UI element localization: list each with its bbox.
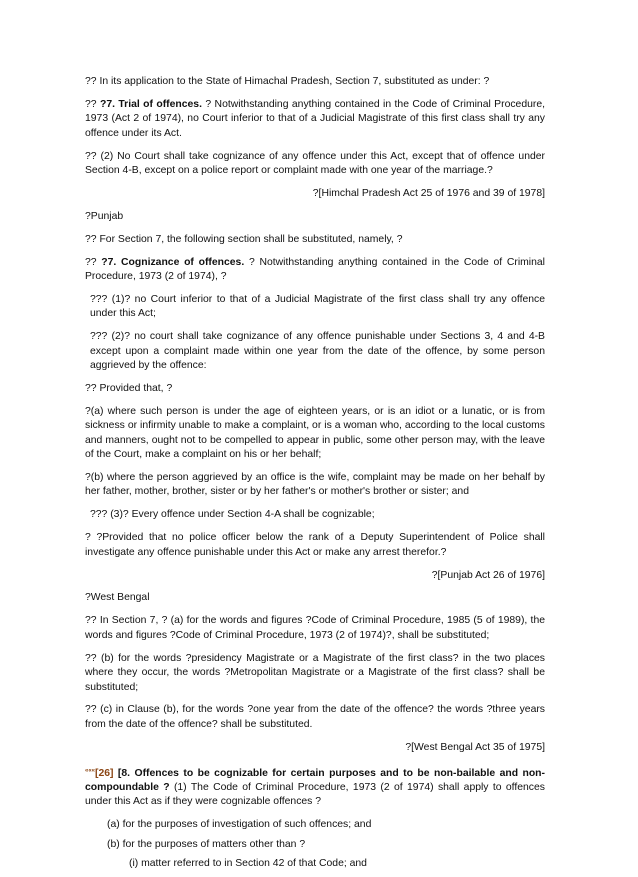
section-8-text: (1) The Code of Criminal Procedure, 1973 (2 of 1974) shall apply to offences under this Act as if they were cognizable offences ? [85, 782, 545, 808]
document-page [85, 75, 545, 877]
punjab-act-reference: ?[Punjab Act 26 of 1976] [431, 569, 545, 581]
hp-section-7-heading: ?7. Trial of offences. [99, 98, 202, 110]
section-8-item-b-i: (i) matter referred to in Section 42 of that Code; and [129, 858, 367, 870]
punjab-section-7-heading: ?7. Cognizance of offences. [101, 256, 245, 268]
footnote-reference-link[interactable]: [26] [95, 767, 114, 779]
wb-clause-b: ?? (b) for the words ?presidency Magistrate or a Magistrate of the first class? in the two places where they occur, the words ?Metropolitan Magistrate or a Magistrate of the first class? shall be substituted; [85, 652, 545, 693]
punjab-clause-2: ??? (2)? no court shall take cognizance of any offence punishable under Sections 3, 4 and 4-B except upon a complaint made within one year from the date of the offence, by some person aggrieved by the offence: [90, 331, 545, 372]
wb-clause-c: ?? (c) in Clause (b), for the words ?one year from the date of the offence? the words ?three years from the date of the offence? shall be substituted. [85, 704, 545, 730]
wb-act-reference: ?[West Bengal Act 35 of 1975] [405, 741, 545, 753]
punjab-section-7 [85, 256, 545, 285]
punjab-clause-1: ??? (1)? no Court inferior to that of a Judicial Magistrate of the first class shall try any offence under this Act; [90, 293, 545, 320]
punjab-proviso-a: ?(a) where such person is under the age of eighteen years, or is an idiot or a lunatic, or is from sickness or infirmity unable to make a complaint, or is a woman who, according to the local customs and manners, ought not to be compelled to appear in public, some other person may, with the leave of the Court, make a complaint on his or her behalf; [85, 405, 545, 461]
wb-heading: ?West Bengal [85, 592, 150, 604]
hp-act-reference: ?[Himchal Pradesh Act 25 of 1976 and 39 of 1978] [312, 187, 545, 199]
punjab-section-7-lead: ?? [85, 256, 102, 268]
punjab-proviso: ?? Provided that, ? [85, 383, 173, 394]
hp-section-7-text: ? Notwithstanding anything contained in the Code of Criminal Procedure, 1973 (Act 2 of 1974), no Court inferior to that of a Judicial Magistrate of this first class shall try any offence under its Act. [85, 98, 546, 139]
punjab-proviso-b: ?(b) where the person aggrieved by an office is the wife, complaint may be made on her behalf by her father, mother, brother, sister or by her father's or mother's brother or sister; and [85, 472, 545, 498]
hp-section-7-lead: ?? [85, 98, 100, 110]
section-8 [85, 764, 545, 810]
punjab-section-7-text: ? Notwithstanding anything contained in the Code of Criminal Procedure, 1973 (2 of 1974), ? [85, 256, 545, 283]
footnote-marker: ««« [85, 767, 96, 774]
punjab-clause-3: ??? (3)? Every offence under Section 4-A shall be cognizable; [90, 509, 375, 521]
hp-section-7 [85, 98, 545, 141]
section-8-item-b: (b) for the purposes of matters other than ? [107, 838, 306, 850]
punjab-police-proviso: ? ?Provided that no police officer below the rank of a Deputy Superintendent of Police shall investigate any offence punishable under this Act or make any arrest therefor.? [85, 532, 545, 558]
section-8-heading: [8. Offences to be cognizable for certain purposes and to be non-bailable and non-compoundable ? [85, 767, 545, 794]
punjab-heading: ?Punjab [85, 210, 124, 222]
punjab-intro: ?? For Section 7, the following section shall be substituted, namely, ? [85, 233, 403, 245]
hp-subsection-2: ?? (2) No Court shall take cognizance of any offence under this Act, except that of offence under Section 4-B, except on a police report or complaint made with one year of the marriage.? [85, 150, 545, 177]
wb-clause-a: ?? In Section 7, ? (a) for the words and figures ?Code of Criminal Procedure, 1985 (5 of 1989), the words and figures ?Code of Criminal Procedure, 1973 (2 of 1974)?, shall be substituted; [85, 615, 545, 641]
hp-intro: ?? In its application to the State of Himachal Pradesh, Section 7, substituted as under: ? [85, 76, 490, 87]
section-8-item-a: (a) for the purposes of investigation of such offences; and [107, 819, 372, 831]
